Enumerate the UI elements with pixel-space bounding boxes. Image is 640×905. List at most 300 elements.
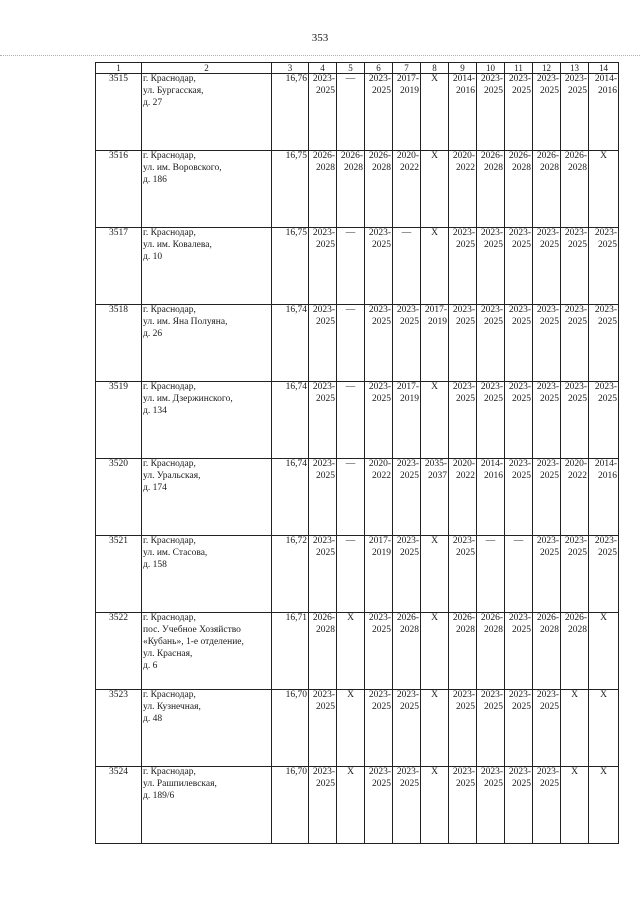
cell-line: Х	[431, 690, 438, 700]
cell-line: 2017-	[368, 536, 391, 546]
period-cell	[533, 228, 561, 305]
page-divider	[0, 55, 640, 56]
table-row	[96, 151, 619, 228]
value-cell: 16,74	[272, 305, 309, 382]
cell-line: 2025	[540, 470, 559, 481]
period-cell	[309, 151, 337, 228]
period-cell	[393, 151, 421, 228]
table-body	[96, 74, 619, 844]
column-number-header: 4	[309, 63, 337, 74]
cell-line: 2023-	[312, 536, 335, 546]
period-cell	[561, 536, 589, 613]
cell-line: 2023-	[396, 459, 419, 469]
address-line: д. 134	[143, 405, 167, 416]
address-line: ул. им. Ковалева,	[143, 239, 212, 250]
address-cell	[142, 459, 272, 536]
cell-line: 2025	[316, 85, 335, 96]
period-cell	[393, 74, 421, 151]
mark-cell	[421, 690, 449, 767]
cell-line: 2023-	[452, 228, 475, 238]
cell-line: 2023-	[594, 382, 617, 392]
cell-line: 2023-	[564, 228, 587, 238]
cell-line: 2035-	[424, 459, 447, 469]
table-row	[96, 382, 619, 459]
period-cell	[589, 536, 619, 613]
mark-cell	[421, 382, 449, 459]
cell-line: 2025	[484, 393, 503, 404]
cell-line: 2023-	[480, 690, 503, 700]
table-row	[96, 228, 619, 305]
cell-line: 2023-	[452, 382, 475, 392]
cell-line: Х	[600, 151, 607, 161]
cell-line: 2025	[316, 393, 335, 404]
cell-line: 2028	[316, 162, 335, 173]
cell-line: 2022	[568, 470, 587, 481]
period-cell	[505, 228, 533, 305]
address-cell	[142, 74, 272, 151]
cell-line: 2017-	[396, 74, 419, 84]
period-cell	[309, 459, 337, 536]
row-number-cell: 3515	[96, 74, 142, 151]
column-number-row	[96, 63, 619, 74]
period-cell	[561, 151, 589, 228]
cell-line: 2023-	[452, 767, 475, 777]
column-number-header: 9	[449, 63, 477, 74]
cell-line: 2028	[456, 624, 475, 635]
column-number-header: 5	[337, 63, 365, 74]
period-cell	[449, 228, 477, 305]
cell-line: 2025	[540, 85, 559, 96]
register-table	[95, 62, 619, 844]
period-cell	[477, 690, 505, 767]
mark-cell	[337, 767, 365, 844]
cell-line: 2026-	[480, 613, 503, 623]
cell-line: 2028	[540, 162, 559, 173]
cell-line: 2023-	[536, 228, 559, 238]
cell-line: 2023-	[508, 459, 531, 469]
address-line: д. 186	[143, 174, 167, 185]
address-cell	[142, 767, 272, 844]
cell-line: 2025	[400, 547, 419, 558]
cell-line: 2023-	[536, 690, 559, 700]
period-cell	[561, 228, 589, 305]
cell-line: 2025	[598, 393, 617, 404]
cell-line: 2025	[400, 778, 419, 789]
cell-line: 2025	[598, 239, 617, 250]
mark-cell	[589, 690, 619, 767]
cell-line: 2019	[428, 316, 447, 327]
mark-cell	[589, 767, 619, 844]
mark-cell	[505, 536, 533, 613]
cell-line: 2014-	[594, 459, 617, 469]
cell-line: 2023-	[594, 228, 617, 238]
period-cell	[477, 228, 505, 305]
column-number-header: 14	[589, 63, 619, 74]
row-number-cell: 3520	[96, 459, 142, 536]
address-line: ул. Красная,	[143, 648, 193, 659]
mark-cell	[589, 613, 619, 690]
period-cell	[309, 74, 337, 151]
mark-cell	[337, 459, 365, 536]
period-cell	[365, 767, 393, 844]
value-cell: 16,74	[272, 382, 309, 459]
period-cell	[505, 74, 533, 151]
cell-line: 2026-	[564, 613, 587, 623]
cell-line: 2023-	[536, 305, 559, 315]
cell-line: —	[345, 459, 356, 469]
cell-line: —	[401, 228, 412, 238]
cell-line: 2025	[540, 393, 559, 404]
cell-line: 2016	[456, 85, 475, 96]
address-line: г. Краснодар,	[143, 459, 196, 469]
period-cell	[533, 536, 561, 613]
cell-line: 2025	[400, 470, 419, 481]
cell-line: 2023-	[368, 305, 391, 315]
cell-line: 2020-	[452, 151, 475, 161]
cell-line: 2025	[400, 316, 419, 327]
period-cell	[561, 613, 589, 690]
cell-line: 2025	[372, 393, 391, 404]
cell-line: 2025	[484, 316, 503, 327]
value-cell: 16,71	[272, 613, 309, 690]
cell-line: 2023-	[312, 459, 335, 469]
cell-line: 2028	[484, 624, 503, 635]
cell-line: 2023-	[480, 228, 503, 238]
cell-line: 2025	[568, 547, 587, 558]
column-number-header: 7	[393, 63, 421, 74]
address-line: д. 158	[143, 559, 167, 570]
cell-line: 2023-	[368, 228, 391, 238]
period-cell	[337, 151, 365, 228]
period-cell	[449, 767, 477, 844]
cell-line: 2023-	[368, 382, 391, 392]
period-cell	[505, 767, 533, 844]
cell-line: 2023-	[564, 382, 587, 392]
cell-line: 2025	[316, 470, 335, 481]
row-number-cell: 3517	[96, 228, 142, 305]
period-cell	[561, 459, 589, 536]
address-cell	[142, 382, 272, 459]
period-cell	[393, 536, 421, 613]
cell-line: 2028	[316, 624, 335, 635]
cell-line: —	[345, 536, 356, 546]
period-cell	[421, 459, 449, 536]
cell-line: 2025	[456, 393, 475, 404]
cell-line: 2016	[484, 470, 503, 481]
period-cell	[449, 305, 477, 382]
cell-line: 2023-	[480, 305, 503, 315]
period-cell	[477, 74, 505, 151]
address-line: г. Краснодар,	[143, 305, 196, 315]
cell-line: 2025	[568, 316, 587, 327]
table-row	[96, 536, 619, 613]
cell-line: 2026-	[312, 151, 335, 161]
mark-cell	[337, 228, 365, 305]
cell-line: Х	[347, 690, 354, 700]
cell-line: Х	[600, 690, 607, 700]
address-line: д. 26	[143, 328, 163, 339]
cell-line: 2023-	[508, 382, 531, 392]
cell-line: 2026-	[452, 613, 475, 623]
cell-line: 2022	[456, 162, 475, 173]
cell-line: 2023-	[312, 74, 335, 84]
period-cell	[449, 459, 477, 536]
period-cell	[449, 151, 477, 228]
period-cell	[449, 690, 477, 767]
value-cell: 16,74	[272, 459, 309, 536]
address-cell	[142, 151, 272, 228]
address-cell	[142, 690, 272, 767]
cell-line: 2023-	[396, 305, 419, 315]
cell-line: 2025	[372, 701, 391, 712]
mark-cell	[561, 767, 589, 844]
period-cell	[309, 305, 337, 382]
period-cell	[589, 74, 619, 151]
cell-line: 2025	[512, 85, 531, 96]
cell-line: 2022	[372, 470, 391, 481]
column-number-header: 12	[533, 63, 561, 74]
table-row	[96, 305, 619, 382]
cell-line: 2028	[540, 624, 559, 635]
cell-line: 2017-	[424, 305, 447, 315]
cell-line: 2025	[598, 547, 617, 558]
period-cell	[393, 690, 421, 767]
cell-line: 2023-	[508, 690, 531, 700]
period-cell	[477, 305, 505, 382]
period-cell	[533, 74, 561, 151]
cell-line: 2017-	[396, 382, 419, 392]
cell-line: 2023-	[508, 74, 531, 84]
cell-line: 2016	[598, 470, 617, 481]
period-cell	[309, 613, 337, 690]
mark-cell	[421, 536, 449, 613]
cell-line: Х	[571, 767, 578, 777]
cell-line: 2014-	[594, 74, 617, 84]
cell-line: 2026-	[340, 151, 363, 161]
page-number: 353	[311, 32, 329, 44]
cell-line: —	[345, 74, 356, 84]
mark-cell	[337, 690, 365, 767]
address-line: г. Краснодар,	[143, 767, 196, 777]
cell-line: 2019	[400, 85, 419, 96]
period-cell	[393, 305, 421, 382]
period-cell	[477, 382, 505, 459]
cell-line: Х	[431, 613, 438, 623]
cell-line: 2025	[456, 547, 475, 558]
period-cell	[365, 690, 393, 767]
address-cell	[142, 613, 272, 690]
table-row	[96, 767, 619, 844]
cell-line: 2028	[372, 162, 391, 173]
cell-line: 2025	[456, 316, 475, 327]
address-line: г. Краснодар,	[143, 690, 196, 700]
table-row	[96, 613, 619, 690]
cell-line: 2020-	[368, 459, 391, 469]
cell-line: 2014-	[480, 459, 503, 469]
address-line: д. 189/6	[143, 790, 175, 801]
period-cell	[477, 151, 505, 228]
cell-line: 2023-	[508, 228, 531, 238]
address-line: г. Краснодар,	[143, 74, 196, 84]
cell-line: 2026-	[368, 151, 391, 161]
cell-line: 2023-	[396, 690, 419, 700]
cell-line: 2023-	[536, 767, 559, 777]
value-cell: 16,75	[272, 151, 309, 228]
cell-line: 2025	[540, 778, 559, 789]
value-cell: 16,70	[272, 767, 309, 844]
cell-line: 2025	[512, 470, 531, 481]
address-line: д. 174	[143, 482, 167, 493]
cell-line: 2025	[568, 239, 587, 250]
period-cell	[589, 459, 619, 536]
period-cell	[561, 305, 589, 382]
cell-line: Х	[431, 228, 438, 238]
period-cell	[533, 151, 561, 228]
mark-cell	[421, 767, 449, 844]
address-line: «Кубань», 1-е отделение,	[143, 636, 244, 647]
address-line: ул. Рашпилевская,	[143, 778, 217, 789]
period-cell	[393, 613, 421, 690]
cell-line: 2026-	[480, 151, 503, 161]
address-line: ул. Бургасская,	[143, 85, 204, 96]
cell-line: 2025	[512, 701, 531, 712]
period-cell	[533, 767, 561, 844]
value-cell: 16,72	[272, 536, 309, 613]
cell-line: Х	[347, 767, 354, 777]
cell-line: 2025	[512, 316, 531, 327]
cell-line: 2025	[512, 239, 531, 250]
cell-line: 2023-	[312, 228, 335, 238]
period-cell	[365, 459, 393, 536]
column-number-header: 11	[505, 63, 533, 74]
mark-cell	[421, 74, 449, 151]
cell-line: 2025	[456, 701, 475, 712]
cell-line: 2028	[568, 624, 587, 635]
cell-line: 2025	[372, 239, 391, 250]
address-line: ул. Уральская,	[143, 470, 201, 481]
cell-line: 2025	[540, 239, 559, 250]
mark-cell	[337, 382, 365, 459]
period-cell	[561, 382, 589, 459]
period-cell	[449, 382, 477, 459]
cell-line: 2019	[372, 547, 391, 558]
cell-line: 2025	[372, 778, 391, 789]
cell-line: 2026-	[536, 613, 559, 623]
period-cell	[505, 613, 533, 690]
cell-line: 2025	[484, 778, 503, 789]
cell-line: 2025	[316, 316, 335, 327]
period-cell	[589, 305, 619, 382]
cell-line: 2023-	[312, 767, 335, 777]
cell-line: Х	[431, 536, 438, 546]
mark-cell	[421, 151, 449, 228]
cell-line: 2023-	[312, 690, 335, 700]
period-cell	[393, 767, 421, 844]
cell-line: 2023-	[452, 305, 475, 315]
cell-line: 2020-	[564, 459, 587, 469]
cell-line: —	[345, 305, 356, 315]
cell-line: 2026-	[536, 151, 559, 161]
row-number-cell: 3519	[96, 382, 142, 459]
cell-line: 2028	[400, 624, 419, 635]
cell-line: —	[513, 536, 524, 546]
period-cell	[309, 767, 337, 844]
period-cell	[589, 228, 619, 305]
row-number-cell: 3522	[96, 613, 142, 690]
cell-line: 2028	[344, 162, 363, 173]
cell-line: 2028	[484, 162, 503, 173]
period-cell	[505, 382, 533, 459]
column-number-header: 10	[477, 63, 505, 74]
cell-line: 2023-	[452, 690, 475, 700]
period-cell	[477, 459, 505, 536]
address-line: ул. Кузнечная,	[143, 701, 201, 712]
period-cell	[365, 151, 393, 228]
period-cell	[365, 74, 393, 151]
cell-line: 2025	[484, 239, 503, 250]
cell-line: 2025	[316, 239, 335, 250]
cell-line: 2025	[568, 85, 587, 96]
cell-line: 2025	[512, 624, 531, 635]
cell-line: 2023-	[480, 767, 503, 777]
cell-line: 2026-	[564, 151, 587, 161]
cell-line: 2028	[568, 162, 587, 173]
address-line: д. 10	[143, 251, 163, 262]
period-cell	[505, 690, 533, 767]
cell-line: 2025	[456, 778, 475, 789]
cell-line: 2025	[316, 701, 335, 712]
cell-line: 2014-	[452, 74, 475, 84]
period-cell	[505, 305, 533, 382]
period-cell	[309, 690, 337, 767]
cell-line: —	[345, 228, 356, 238]
row-number-cell: 3521	[96, 536, 142, 613]
mark-cell	[337, 74, 365, 151]
cell-line: 2023-	[564, 305, 587, 315]
cell-line: 2025	[512, 778, 531, 789]
cell-line: Х	[347, 613, 354, 623]
cell-line: 2025	[512, 393, 531, 404]
cell-line: Х	[431, 74, 438, 84]
address-line: ул. им. Стасова,	[143, 547, 208, 558]
column-number-header: 3	[272, 63, 309, 74]
mark-cell	[589, 151, 619, 228]
period-cell	[533, 305, 561, 382]
cell-line: Х	[600, 613, 607, 623]
cell-line: 2019	[400, 393, 419, 404]
address-line: д. 6	[143, 660, 158, 671]
cell-line: 2023-	[536, 459, 559, 469]
address-cell	[142, 305, 272, 382]
cell-line: 2037	[428, 470, 447, 481]
mark-cell	[337, 613, 365, 690]
cell-line: Х	[600, 767, 607, 777]
address-line: ул. им. Яна Полуяна,	[143, 316, 228, 327]
cell-line: Х	[431, 151, 438, 161]
cell-line: 2023-	[396, 536, 419, 546]
period-cell	[309, 382, 337, 459]
cell-line: 2023-	[564, 74, 587, 84]
address-line: г. Краснодар,	[143, 228, 196, 238]
row-number-cell: 3518	[96, 305, 142, 382]
cell-line: 2020-	[396, 151, 419, 161]
mark-cell	[477, 536, 505, 613]
column-number-header: 8	[421, 63, 449, 74]
cell-line: Х	[431, 767, 438, 777]
cell-line: 2026-	[396, 613, 419, 623]
cell-line: 2025	[484, 85, 503, 96]
cell-line: 2023-	[508, 767, 531, 777]
